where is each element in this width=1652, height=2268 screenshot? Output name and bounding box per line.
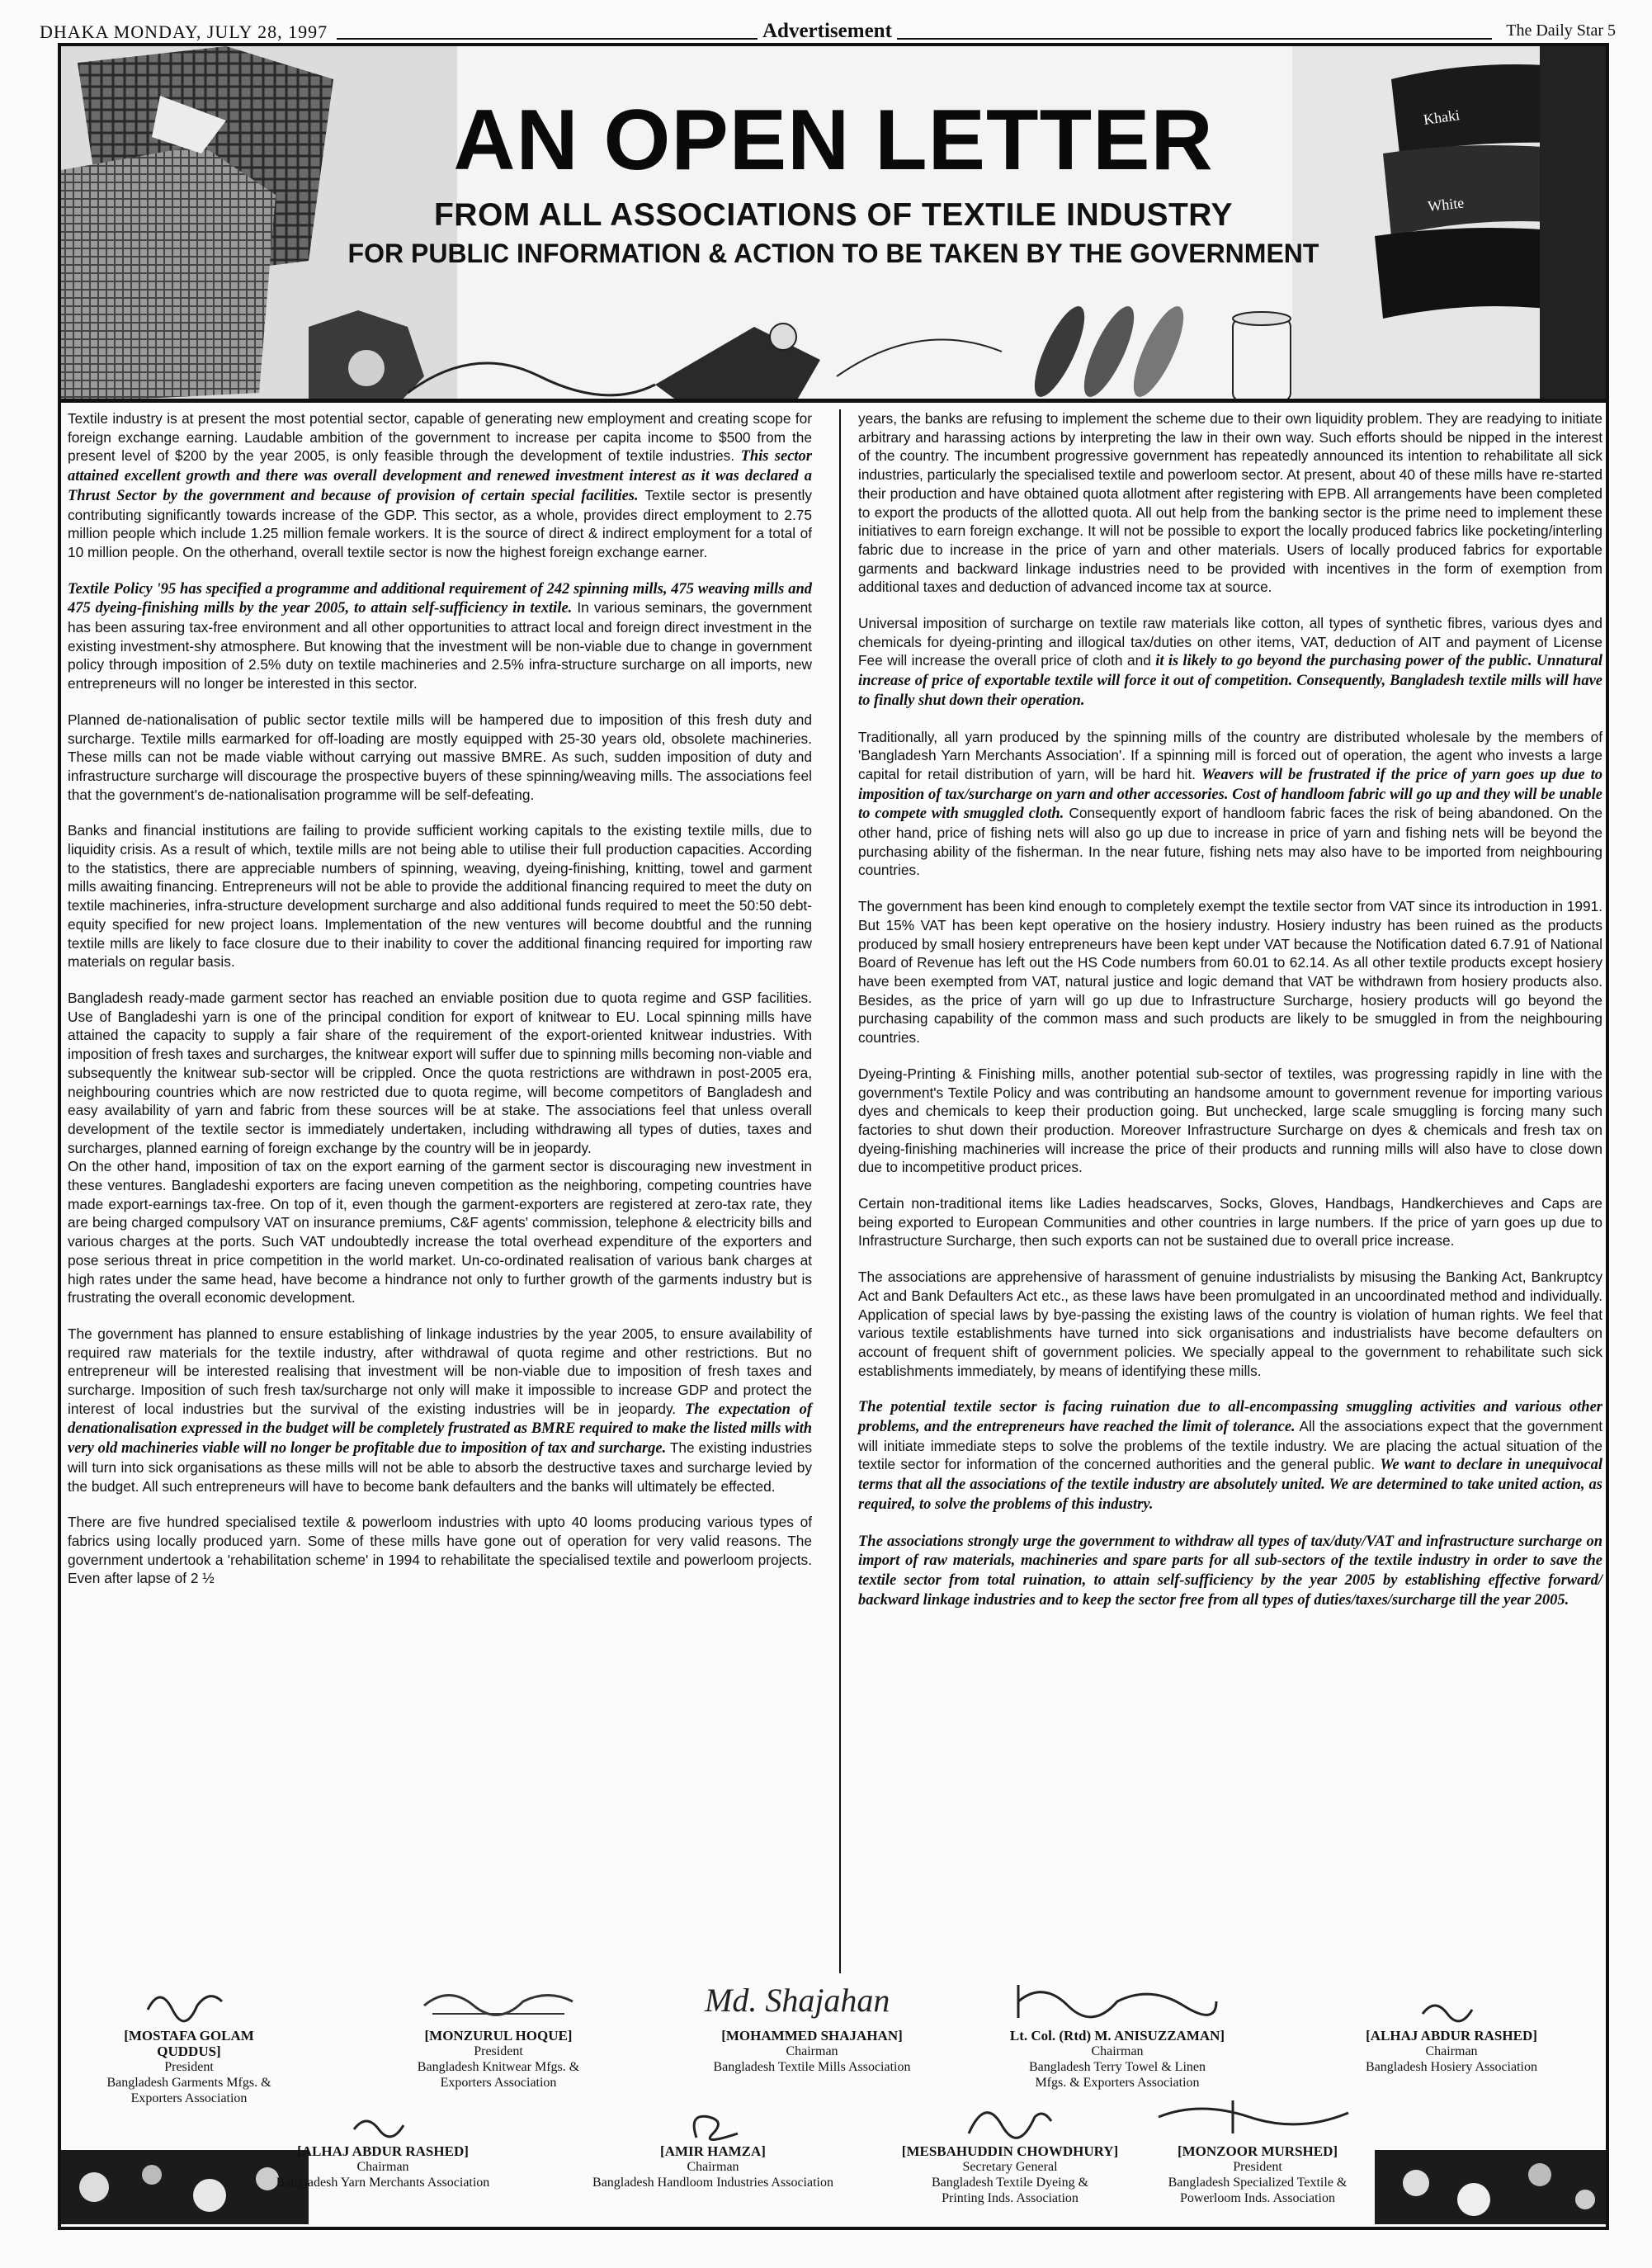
signature-4: [1010, 1977, 1225, 2026]
left-column: [68, 409, 812, 1969]
signature-3: [696, 1977, 927, 2026]
signatory-4: Lt. Col. (Rtd) M. ANISUZZAMAN] Chairman Bangladesh Terry Towel & Linen Mfgs. & Exporters Association: [994, 1977, 1241, 2091]
signatory-1: [MOSTAFA GOLAM QUDDUS] President Bangladesh Garments Mfgs. & Exporters Association: [94, 1977, 284, 2106]
headline: AN OPEN LETTER: [453, 92, 1214, 188]
signature-9: [1150, 2092, 1365, 2142]
paragraph: Universal imposition of surcharge on textile raw materials like cotton, all types of synthetic fibres, various dyes and chemicals for dyeing-printing and illogical tax/duties on other items, VAT, deduction of AIT and payment of License Fee will increase the overall price of cloth and it is likely to go beyond the purchasing power of the public. Unnatural increase of price of exportable textile will force it out of competition. Consequently, Bangladesh textile mills will have to finally shut down their operation.: [858, 615, 1602, 709]
paragraph: The potential textile sector is facing ruination due to all-encompassing smuggling activities and various other problems, and the entrepreneurs have reached the limit of tolerance. All the associations expect that the government will initiate immediate steps to solve the problems of the textile industry. We are placing the actual situation of the textile sector for information of the concerned authorities and the general public. We want to declare in unequivocal terms that all the associations of the textile industry are absolutely united. We are determined to take united action, as required, to solve the problems of this industry.: [858, 1399, 1603, 1513]
paragraph: Banks and financial institutions are failing to provide sufficient working capitals to the existing textile mills, due to liquidity crisis. As a result of which, textile mills are not being able to utilise their full production capacities. According to the statistics, there are appreciable numbers of spinning, weaving, dyeing-finishing, knitting, towel and garment mills awaiting financing. Entrepreneurs will not be able to provide the additional financing required to meet the duty on textile machineries, infra-structure development surcharge and also additional funds required to meet the 50:50 debt-equity specified for new project loans. Implementation of the new ventures will become doubtful and the running textile mills are likely to face closure due to their inability to cover the additional financing required for importing raw materials on regular basis.: [68, 822, 812, 971]
paragraph: The associations are apprehensive of harassment of genuine industrialists by misusing the Banking Act, Bankruptcy Act and Bank Defaulters Act etc., as these laws have been promulgated in an uncoordinated method and individually. Application of special laws by bye-passing the existing laws of the country is violation of human rights. We feel that various textile establishments have turned into sick organisations and industrialists have become defaulters on account of frequent shift of government policies. We specially appeal to the government to rehabilitate such sick establishments immediately, by means of identifying these mills.: [858, 1269, 1602, 1379]
masthead-section-label: Advertisement: [758, 20, 897, 43]
signatures-block: [61, 1977, 1606, 2224]
signature-1: [139, 1977, 238, 2026]
signatory-7: [AMIR HAMZA] Chairman Bangladesh Handloom Industries Association: [556, 2109, 870, 2190]
paragraph: Planned de-nationalisation of public sector textile mills will be hampered due to imposition of this fresh duty and surcharge. Textile mills earmarked for off-loading are mostly equipped with 25-30 years old, obsolete machineries. These mills can not be made viable without carrying out massive BMRE. As such, sudden imposition of duty and infrastructure surcharge will discourage the prospective buyers of these spinning/weaving mills. The associations feel that the government's de-nationalisation programme will be self-defeating.: [68, 711, 812, 803]
paragraph: Textile Policy '95 has specified a programme and additional requirement of 242 spinning mills, 475 weaving mills and 475 dyeing-finishing mills by the year 2005, to attain self-sufficiency in textile. In various seminars, the government has been assuring tax-free environment and all other opportunities to attract local and foreign direct investment in the existing investment-shy atmosphere. But knowing that the investment will be non-viable due to change in government policy through imposition of 2.5% duty on textile machineries and 2.5% infra-structure surcharge on all imports, new entrepreneurs will no longer be interested in this sector.: [68, 580, 812, 692]
paragraph: The associations strongly urge the government to withdraw all types of tax/duty/VAT and infrastructure surcharge on import of raw materials, machineries and spare parts for all sub-sectors of the textile industry in order to save the textile sector from total ruination, to attain self-sufficiency by the year 2005 by establishing effective forward/ backward linkage industries and to keep the sector free from all types of duties/taxes/surcharge till the year 2005.: [858, 1533, 1602, 1609]
masthead-rule: [337, 38, 1492, 40]
paragraph: years, the banks are refusing to implement the scheme due to their own liquidity problem. They are readying to initiate arbitrary and harassing actions by interpreting the law in their own way. Such efforts should be nipped in the interest of the country. The incumbent progressive government has repeatedly announced its intention to rehabilitate all sick industries, particularly the specialised textile and powerloom sector. At present, about 40 of these mills have re-started their production and have obtained quota allotment after registering with EPB. All arrangements have been completed to export the products of the allotted quota. All out help from the banking sector is the prime need to implement these initiatives to earn foreign exchange. It will not be possible to export the locally produced fabrics like pocketing/interling fabric due to increase in the price of yarn and other materials. Users of locally produced fabrics for exportable garments and backward linkage industries need to be provided with incentives in the form of exemption from additional taxes and deduction of advanced income tax at source.: [858, 410, 1602, 596]
signatory-8: [MESBAHUDDIN CHOWDHURY] Secretary General Bangladesh Textile Dyeing & Printing Inds. Association: [878, 2092, 1142, 2206]
paragraph: Bangladesh ready-made garment sector has reached an enviable position due to quota regime and GSP facilities. Use of Bangladeshi yarn is one of the principal condition for export of knitwear to EU. Local spinning mills have attained the capacity to supply a fair share of the requirement of the export-oriented knitwear industries. With imposition of fresh taxes and surcharges, the knitwear export will suffer due to spinning mills becoming non-viable and subsequently the knitwear sub-sector will be crippled. Once the quota restrictions are withdrawn in post-2005 era, neighbouring countries which are now restricted due to quota regime, will become competitors of Bangladesh and easy availability of yarn and fabric from these sources will be at stake. The associations feel that unless overall development of the textile sector is immediately undertaken, including withdrawing all types of duties, taxes and surcharges, planned earning of foreign exchange by the country will be in jeopardy.: [68, 989, 812, 1156]
signatory-3: Md. Shajahan [MOHAMMED SHAJAHAN] Chairman Bangladesh Textile Mills Association: [688, 1977, 936, 2075]
paragraph: The government has planned to ensure establishing of linkage industries by the year 2005, to ensure availability of required raw materials for the textile industry, after withdrawal of quota regime and other restrictions. But no entrepreneur will be interested realising that investment will be non-viable due to imposition of fresh taxes and surcharge. Imposition of such fresh tax/surcharge not only will make it impossible to increase GDP and protect the interest of local industries but the survival of the existing industries will be in jeopardy. The expectation of denationalisation expressed in the budget will be completely frustrated as BMRE required to make the listed mills with very old machineries viable will no longer be profitable due to imposition of tax and surcharge. The existing industries will turn into sick organisations as these mills will not be able to absorb the destructive taxes and surcharge levied by the budget. All such entrepreneurs will have to become bank defaulters and the banks will ultimately be effected.: [68, 1325, 813, 1495]
paragraph: Textile industry is at present the most potential sector, capable of generating new employment and creating scope for foreign exchange earning. Laudable ambition of the government to increase per capita income to $500 from the present level of $200 by the year 2005, is only feasible through the development of textile industries. This sector attained excellent growth and there was overall development and renewed investment interest as it was declared a Thrust Sector by the government and because of provision of certain special facilities. Textile sector is presently contributing significantly towards increase of the GDP. This sector, as a whole, provides direct employment to 2.75 million people which include 1.25 million female workers. It is the source of direct & indirect employment for a total of 10 million people. On the otherhand, overall textile sector is now the highest foreign exchange earner.: [68, 410, 812, 560]
signature-8: [961, 2092, 1060, 2142]
signature-5: [1418, 1993, 1484, 2026]
masthead-dateline: DHAKA MONDAY, JULY 28, 1997: [40, 21, 328, 42]
signature-7: [680, 2109, 746, 2142]
paragraph: Certain non-traditional items like Ladies headscarves, Socks, Gloves, Handbags, Handkerchieves and Caps are being exported to European Communities and other countries in large numbers. If the price of yarn goes up due to Infrastructure Surcharge, then such exports can not be sustained due to overall price increase.: [858, 1195, 1602, 1250]
paragraph: There are five hundred specialised textile & powerloom industries with upto 40 looms producing various types of fabrics using locally produced yarn. Some of these mills have gone out of operation for very valid reasons. The government undertook a 'rehabilitation scheme' in 1994 to rehabilitate the specialised textile and powerloom projects. Even after lapse of 2 ½: [68, 1514, 812, 1587]
signature-6: [350, 2109, 416, 2142]
signatory-9: [MONZOOR MURSHED] President Bangladesh Specialized Textile & Powerloom Inds. Association: [1126, 2092, 1390, 2206]
towel-label-white: White: [1427, 194, 1466, 215]
paragraph: On the other hand, imposition of tax on the export earning of the garment sector is discouraging new investment in these ventures. Bangladeshi exporters are facing uneven competition as the neighboring, competing countries have made export-earnings tax-free. On top of it, even though the garment-exporters are registered at zero-tax rate, they are being charged compulsory VAT on insurance premiums, C&F agents' commission, telephone & electricity bills and various charges at the ports. Such VAT undoubtedly increase the total overhead expenditure of the exporters and pose serious threat in price competition in the world market. Un-co-ordinated realisation of various bank charges at high rates under the same head, have become a hindrance not only to further growth of the garments industry but is frustrating the overall economic development.: [68, 1158, 812, 1306]
signatory-2: [MONZURUL HOQUE] President Bangladesh Knitwear Mfgs. & Exporters Association: [391, 1977, 606, 2091]
signature-2: [416, 1977, 581, 2026]
subheadline-1: FROM ALL ASSOCIATIONS OF TEXTILE INDUSTRY: [433, 197, 1234, 233]
yarn-spools-photo: [408, 294, 1381, 403]
banner: [61, 46, 1606, 403]
paragraph: Dyeing-Printing & Finishing mills, another potential sub-sector of textiles, was progressing rapidly in line with the government's Textile Policy and was contributing an handsome amount to government revenue for importing various dyes and chemicals to keep their production going. But unchecked, large scale smuggling is forcing many such factories to shut down their production. Moreover Infrastructure Surcharge on dyes & chemicals and fresh tax on dyeing-finishing machineries will increase the price of their products and running mills will also have to close down due to incompetitive product prices.: [858, 1065, 1602, 1176]
towel-label-khaki: Khaki: [1422, 106, 1461, 128]
signatory-5: [ALHAJ ABDUR RASHED] Chairman Bangladesh Hosiery Association: [1332, 1993, 1571, 2075]
decorative-corner-right: [1375, 2150, 1606, 2224]
letter-body: [68, 409, 1601, 1969]
paragraph: Traditionally, all yarn produced by the spinning mills of the country are distributed wholesale by the members of 'Bangladesh Yarn Merchants Association'. If a spinning mill is forced out of operation, the agent who invests a large capital for retail distribution of yarn, will be hard hit. Weavers will be frustrated if the price of yarn goes up due to imposition of tax/surcharge on yarn and other accessories. Cost of handloom fabric will go up and they will be unable to compete with smuggled cloth. Consequently export of handloom fabric faces the risk of being abandoned. On the other hand, price of fishing nets will also go up due to increase in price of yarn and fishing nets will be beyond the purchasing ability of the fisherman. In the near future, fishing nets may also have to be imported from neighbouring countries.: [858, 728, 1602, 879]
subheadline-2: FOR PUBLIC INFORMATION & ACTION TO BE TAKEN BY THE GOVERNMENT: [347, 239, 1319, 268]
svg-text:Md. Shajahan: Md. Shajahan: [705, 1982, 890, 2019]
paragraph: The government has been kind enough to completely exempt the textile sector from VAT since its introduction in 1991. But 15% VAT has been kept operative on the hosiery industry. Hosiery industry has been ruined as the products produced by small hosiery entrepreneurs have been kept under VAT because the Notification dated 6.7.91 of National Board of Revenue has left out the HS Code numbers from 60.01 to 62.14. As all other textile products except hosiery have been exempted from VAT, natural justice and logic demand that VAT be withdrawn from hosiery products also. Besides, as the price of yarn will go up due to Infrastructure Surcharge, hosiery products will go beyond the purchasing capability of the common mass and such products are likely to be smuggled in from the neighbouring countries.: [858, 898, 1602, 1047]
signatory-6: [ALHAJ ABDUR RASHED] Chairman Bangladesh Yarn Merchants Association: [243, 2109, 523, 2190]
masthead-paper-name: The Daily Star 5: [1506, 21, 1616, 40]
right-column: [858, 409, 1602, 1969]
